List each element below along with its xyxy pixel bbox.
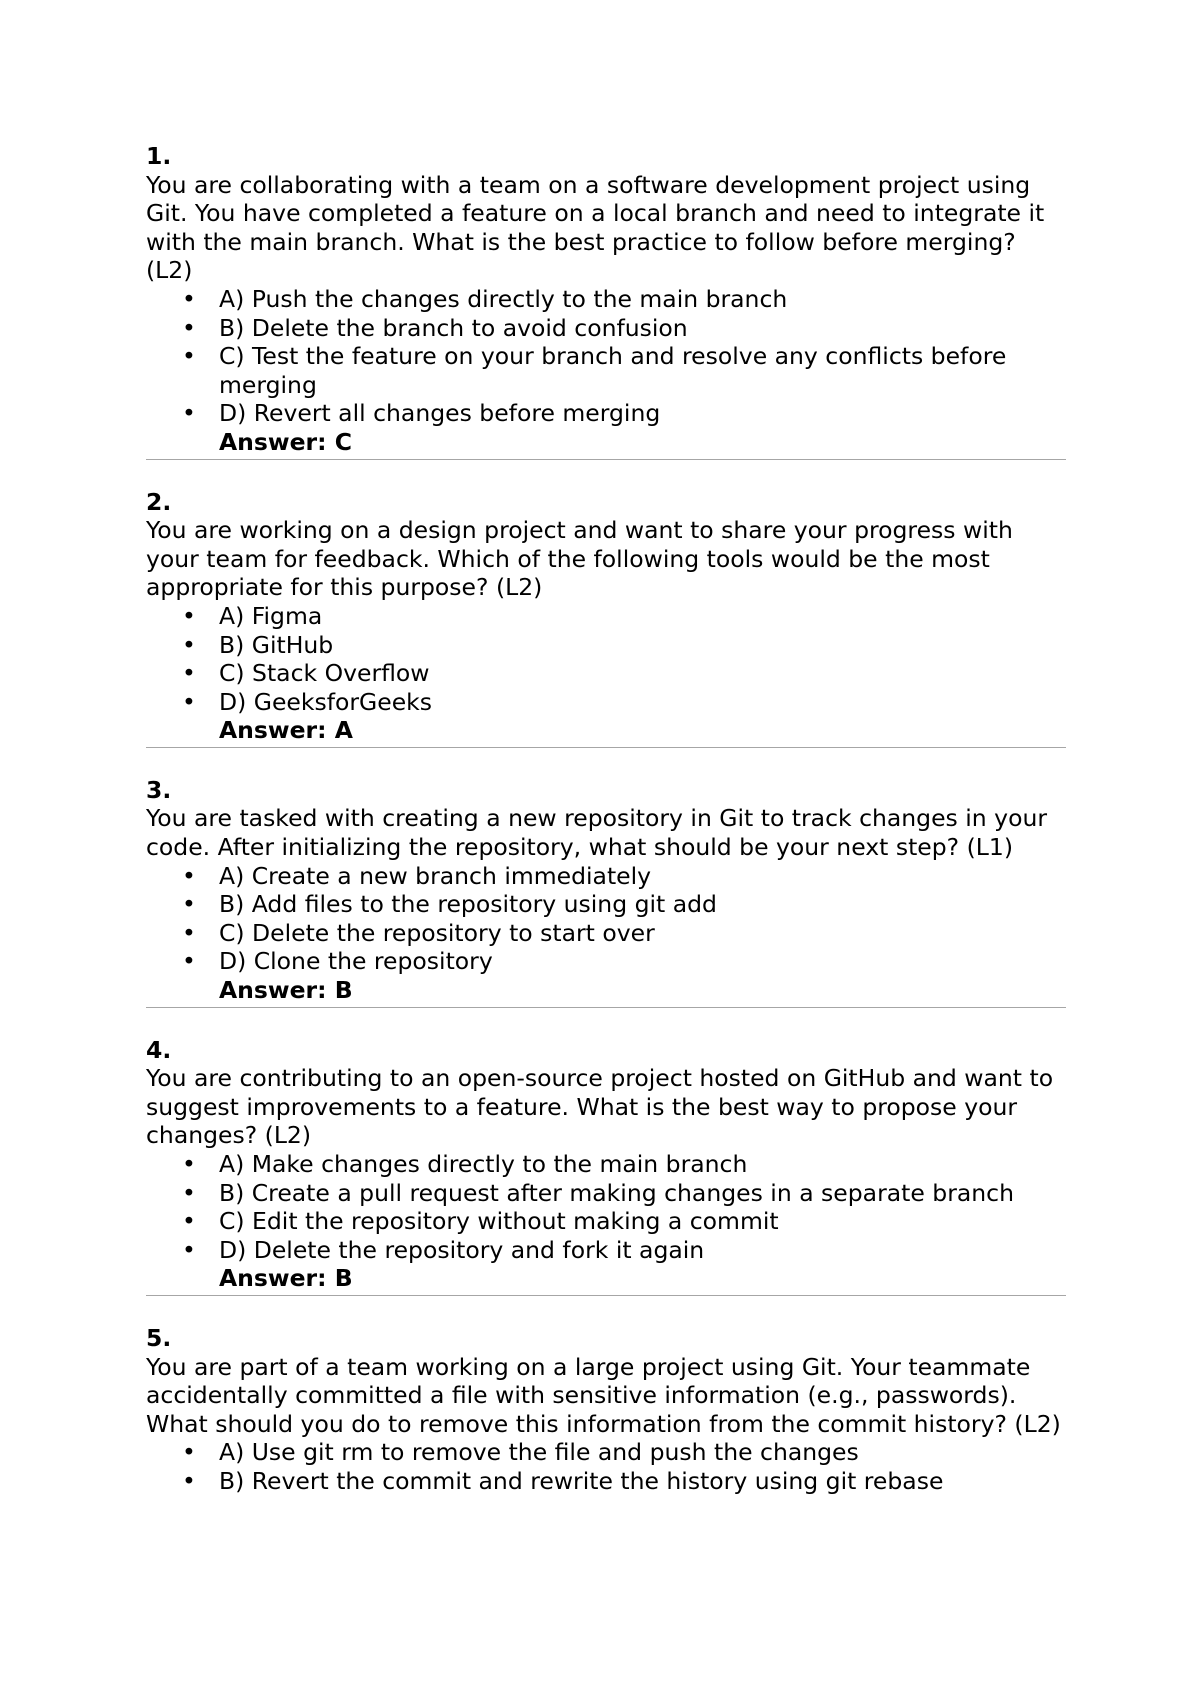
question-number: 2. [146,487,172,516]
option-label: A) Use git rm to remove the file and push the changes [219,1438,859,1467]
option-label: A) Push the changes directly to the main branch [219,284,788,313]
option-label: B) Create a pull request after making changes in a separate branch [219,1178,1014,1207]
options-list [146,1150,1066,1264]
bullet-icon: • [182,399,196,428]
option-label: A) Create a new branch immediately [219,861,652,890]
question-number: 3. [146,775,172,804]
option-item [146,1150,1066,1179]
bullet-icon: • [182,947,196,976]
bullet-icon: • [182,1207,196,1236]
option-item [146,688,1066,717]
option-label: B) GitHub [219,630,334,659]
bullet-icon: • [182,342,196,371]
question-text: You are tasked with creating a new repository in Git to track changes in your code. After initializing the repository, what should be your next step? (L1) [146,804,1047,862]
section-divider [146,1295,1066,1296]
option-item [146,919,1066,948]
bullet-icon: • [182,284,196,313]
question-5 [146,1324,1066,1496]
option-item [146,342,1066,399]
answer-label: Answer: B [219,1264,353,1293]
options-list [146,285,1066,428]
option-label: C) Stack Overflow [219,659,430,688]
bullet-icon: • [182,687,196,716]
option-label: D) Delete the repository and fork it again [219,1235,705,1264]
bullet-icon: • [182,659,196,688]
option-item [146,1207,1066,1236]
answer-label: Answer: A [219,716,353,745]
option-item [146,890,1066,919]
option-item [146,285,1066,314]
bullet-icon: • [182,1178,196,1207]
option-label: B) Delete the branch to avoid confusion [219,313,688,342]
question-2 [146,488,1066,745]
question-number: 4. [146,1035,172,1064]
option-item [146,399,1066,428]
option-item [146,631,1066,660]
question-text: You are collaborating with a team on a software development project using Git. You have completed a feature on a local branch and need to integrate it with the main branch. What is the best practice to follow before merging? (L2) [146,170,1045,285]
bullet-icon: • [182,918,196,947]
option-item [146,1438,1066,1467]
option-item [146,314,1066,343]
option-label: A) Make changes directly to the main branch [219,1150,748,1178]
option-label: D) GeeksforGeeks [219,687,433,716]
option-item [146,602,1066,631]
question-text: You are working on a design project and want to share your progress with your team for feedback. Which of the following tools would be the most appropriate for this purpose? (L2) [146,516,1013,602]
option-label: A) Figma [219,601,323,630]
bullet-icon: • [182,1150,196,1178]
bullet-icon: • [182,1466,196,1495]
section-divider [146,747,1066,748]
option-item [146,947,1066,976]
option-item [146,862,1066,891]
answer-label: Answer: C [219,427,352,456]
question-number: 5. [146,1323,172,1352]
question-3 [146,776,1066,1005]
option-label: D) Revert all changes before merging [219,399,661,428]
option-item [146,659,1066,688]
bullet-icon: • [182,861,196,890]
option-label: B) Revert the commit and rewrite the history using git rebase [219,1466,944,1495]
option-label: D) Clone the repository [219,947,493,976]
option-label: C) Delete the repository to start over [219,918,655,947]
bullet-icon: • [182,890,196,919]
question-4 [146,1036,1066,1293]
answer-label: Answer: B [219,976,353,1005]
bullet-icon: • [182,630,196,659]
question-1 [146,142,1066,457]
bullet-icon: • [182,313,196,342]
question-number: 1. [146,142,172,170]
option-item [146,1179,1066,1208]
section-divider [146,459,1066,460]
option-item [146,1467,1066,1496]
options-list [146,1438,1066,1495]
option-label: C) Test the feature on your branch and resolve any conflicts before merging [219,342,1007,399]
options-list [146,862,1066,976]
bullet-icon: • [182,601,196,630]
document-page [146,142,1066,1496]
option-label: C) Edit the repository without making a commit [219,1207,779,1236]
question-text: You are part of a team working on a large project using Git. Your teammate accidentally committed a file with sensitive information (e.g., passwords). What should you do to remove this information from the commit history? (L2) [146,1352,1061,1438]
bullet-icon: • [182,1235,196,1264]
section-divider [146,1007,1066,1008]
options-list [146,602,1066,716]
option-item [146,1236,1066,1265]
option-label: B) Add files to the repository using git add [219,890,717,919]
bullet-icon: • [182,1438,196,1467]
question-text: You are contributing to an open-source project hosted on GitHub and want to suggest improvements to a feature. What is the best way to propose your changes? (L2) [146,1064,1054,1150]
